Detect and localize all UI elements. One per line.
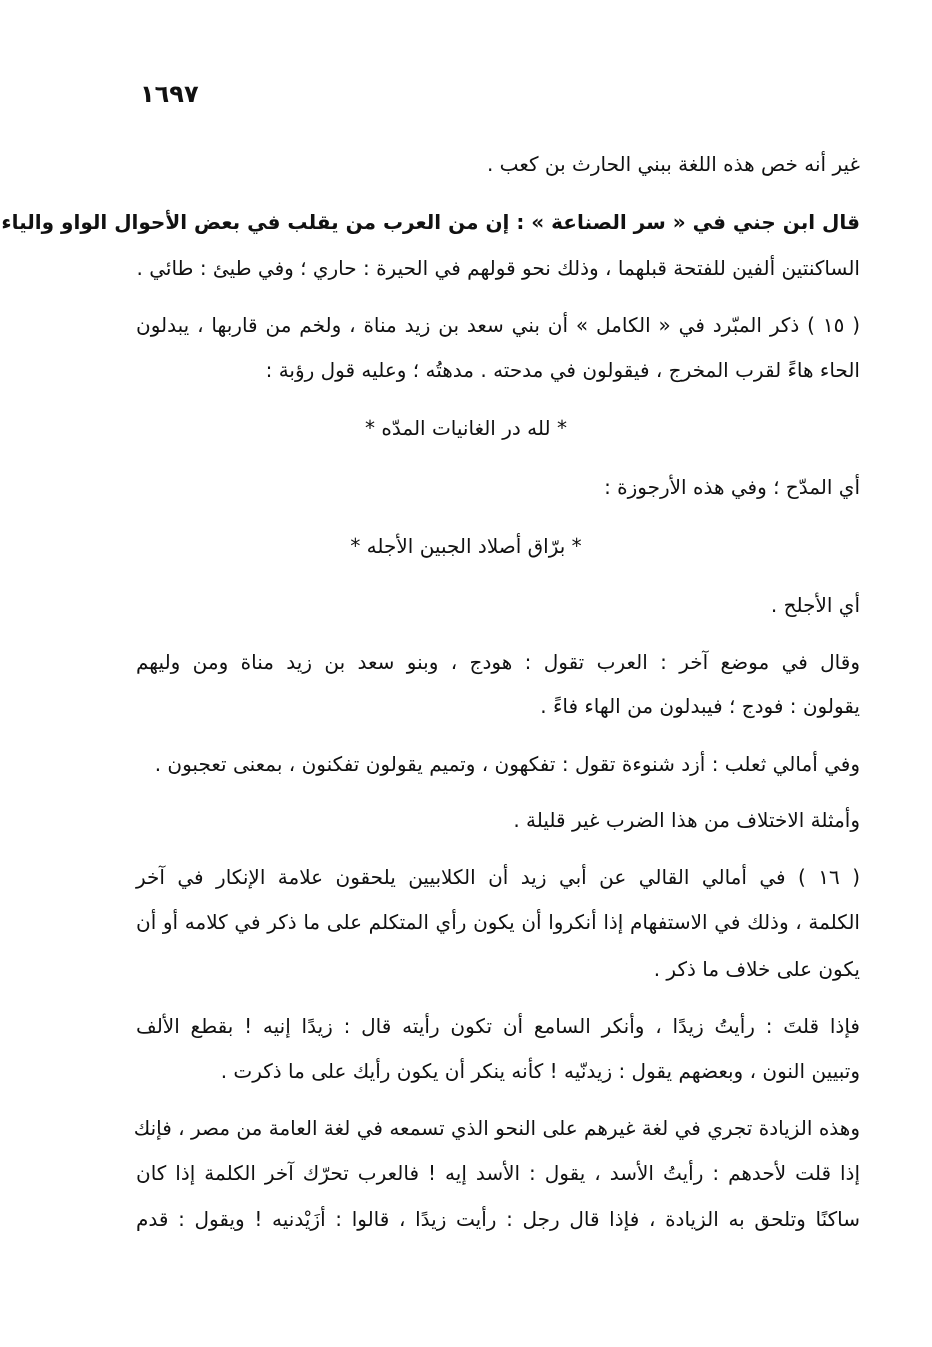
text-line: ساكنًا وتلحق به الزيادة ، فإذا قال رجل : رأيت زيدًا ، قالوا : أزَيْدنيه ! ويقول : قدم bbox=[136, 1207, 860, 1231]
text-line: قال ابن جني في « سر الصناعة » : إن من العرب من يقلب في بعض الأحوال الواو والياء bbox=[1, 210, 860, 234]
text-line: أي الأجلح . bbox=[770, 593, 860, 617]
text-line: فإذا قلتَ : رأيتُ زيدًا ، وأنكر السامع أن تكون رأيته قال : زيدًا إنيه ! بقطع الألف bbox=[136, 1014, 860, 1038]
page-number: ١٦٩٧ bbox=[140, 80, 199, 108]
text-line: يقولون : فودج ؛ فيبدلون من الهاء فاءً . bbox=[540, 694, 860, 718]
verse-line: * برّاق أصلاد الجبين الأجله * bbox=[350, 534, 582, 558]
text-line: ( ١٦ ) في أمالي القالي عن أبي زيد أن الكلابيين يلحقون علامة الإنكار في آخر bbox=[136, 865, 860, 889]
text-line: الساكنتين ألفين للفتحة قبلهما ، وذلك نحو قولهم في الحيرة : حاري ؛ وفي طيئ : طائي . bbox=[136, 256, 860, 280]
text-line: وهذه الزيادة تجري في لغة غيرهم على النحو الذي تسمعه في لغة العامة من مصر ، فإنك bbox=[133, 1116, 860, 1140]
text-line: الكلمة ، وذلك في الاستفهام إذا أنكروا أن يكون رأي المتكلم على ما ذكر في كلامه أو أن bbox=[136, 910, 860, 934]
text-line: ( ١٥ ) ذكر المبّرد في « الكامل » أن بني سعد بن زيد مناة ، ولخم من قاربها ، يبدلون bbox=[136, 313, 861, 337]
text-line: الحاء هاءً لقرب المخرج ، فيقولون في مدحته . مدهتُه ؛ وعليه قول رؤبة : bbox=[265, 358, 860, 382]
text-line: يكون على خلاف ما ذكر . bbox=[653, 957, 860, 981]
text-line: وقال في موضع آخر : العرب تقول : هودج ، وبنو سعد بن زيد مناة ومن وليهم bbox=[136, 650, 860, 674]
text-line: وفي أمالي ثعلب : أزد شنوءة تقول : تفكهون ، وتميم يقولون تفكنون ، بمعنى تعجبون . bbox=[154, 752, 860, 776]
verse-line: * لله در الغانيات المدّه * bbox=[365, 416, 567, 440]
text-line: أي المدّح ؛ وفي هذه الأرجوزة : bbox=[604, 475, 860, 499]
text-line: غير أنه خص هذه اللغة ببني الحارث بن كعب . bbox=[486, 152, 860, 176]
text-line: وأمثلة الاختلاف من هذا الضرب غير قليلة . bbox=[513, 808, 860, 832]
text-line: إذا قلت لأحدهم : رأيتُ الأسد ، يقول : الأسد إيه ! فالعرب تحرّك آخر الكلمة إذا كان bbox=[136, 1161, 860, 1185]
text-line: وتبيين النون ، وبعضهم يقول : زيدنّيه ! كأنه ينكر أن يكون رأيك على ما ذكرت . bbox=[220, 1059, 860, 1083]
